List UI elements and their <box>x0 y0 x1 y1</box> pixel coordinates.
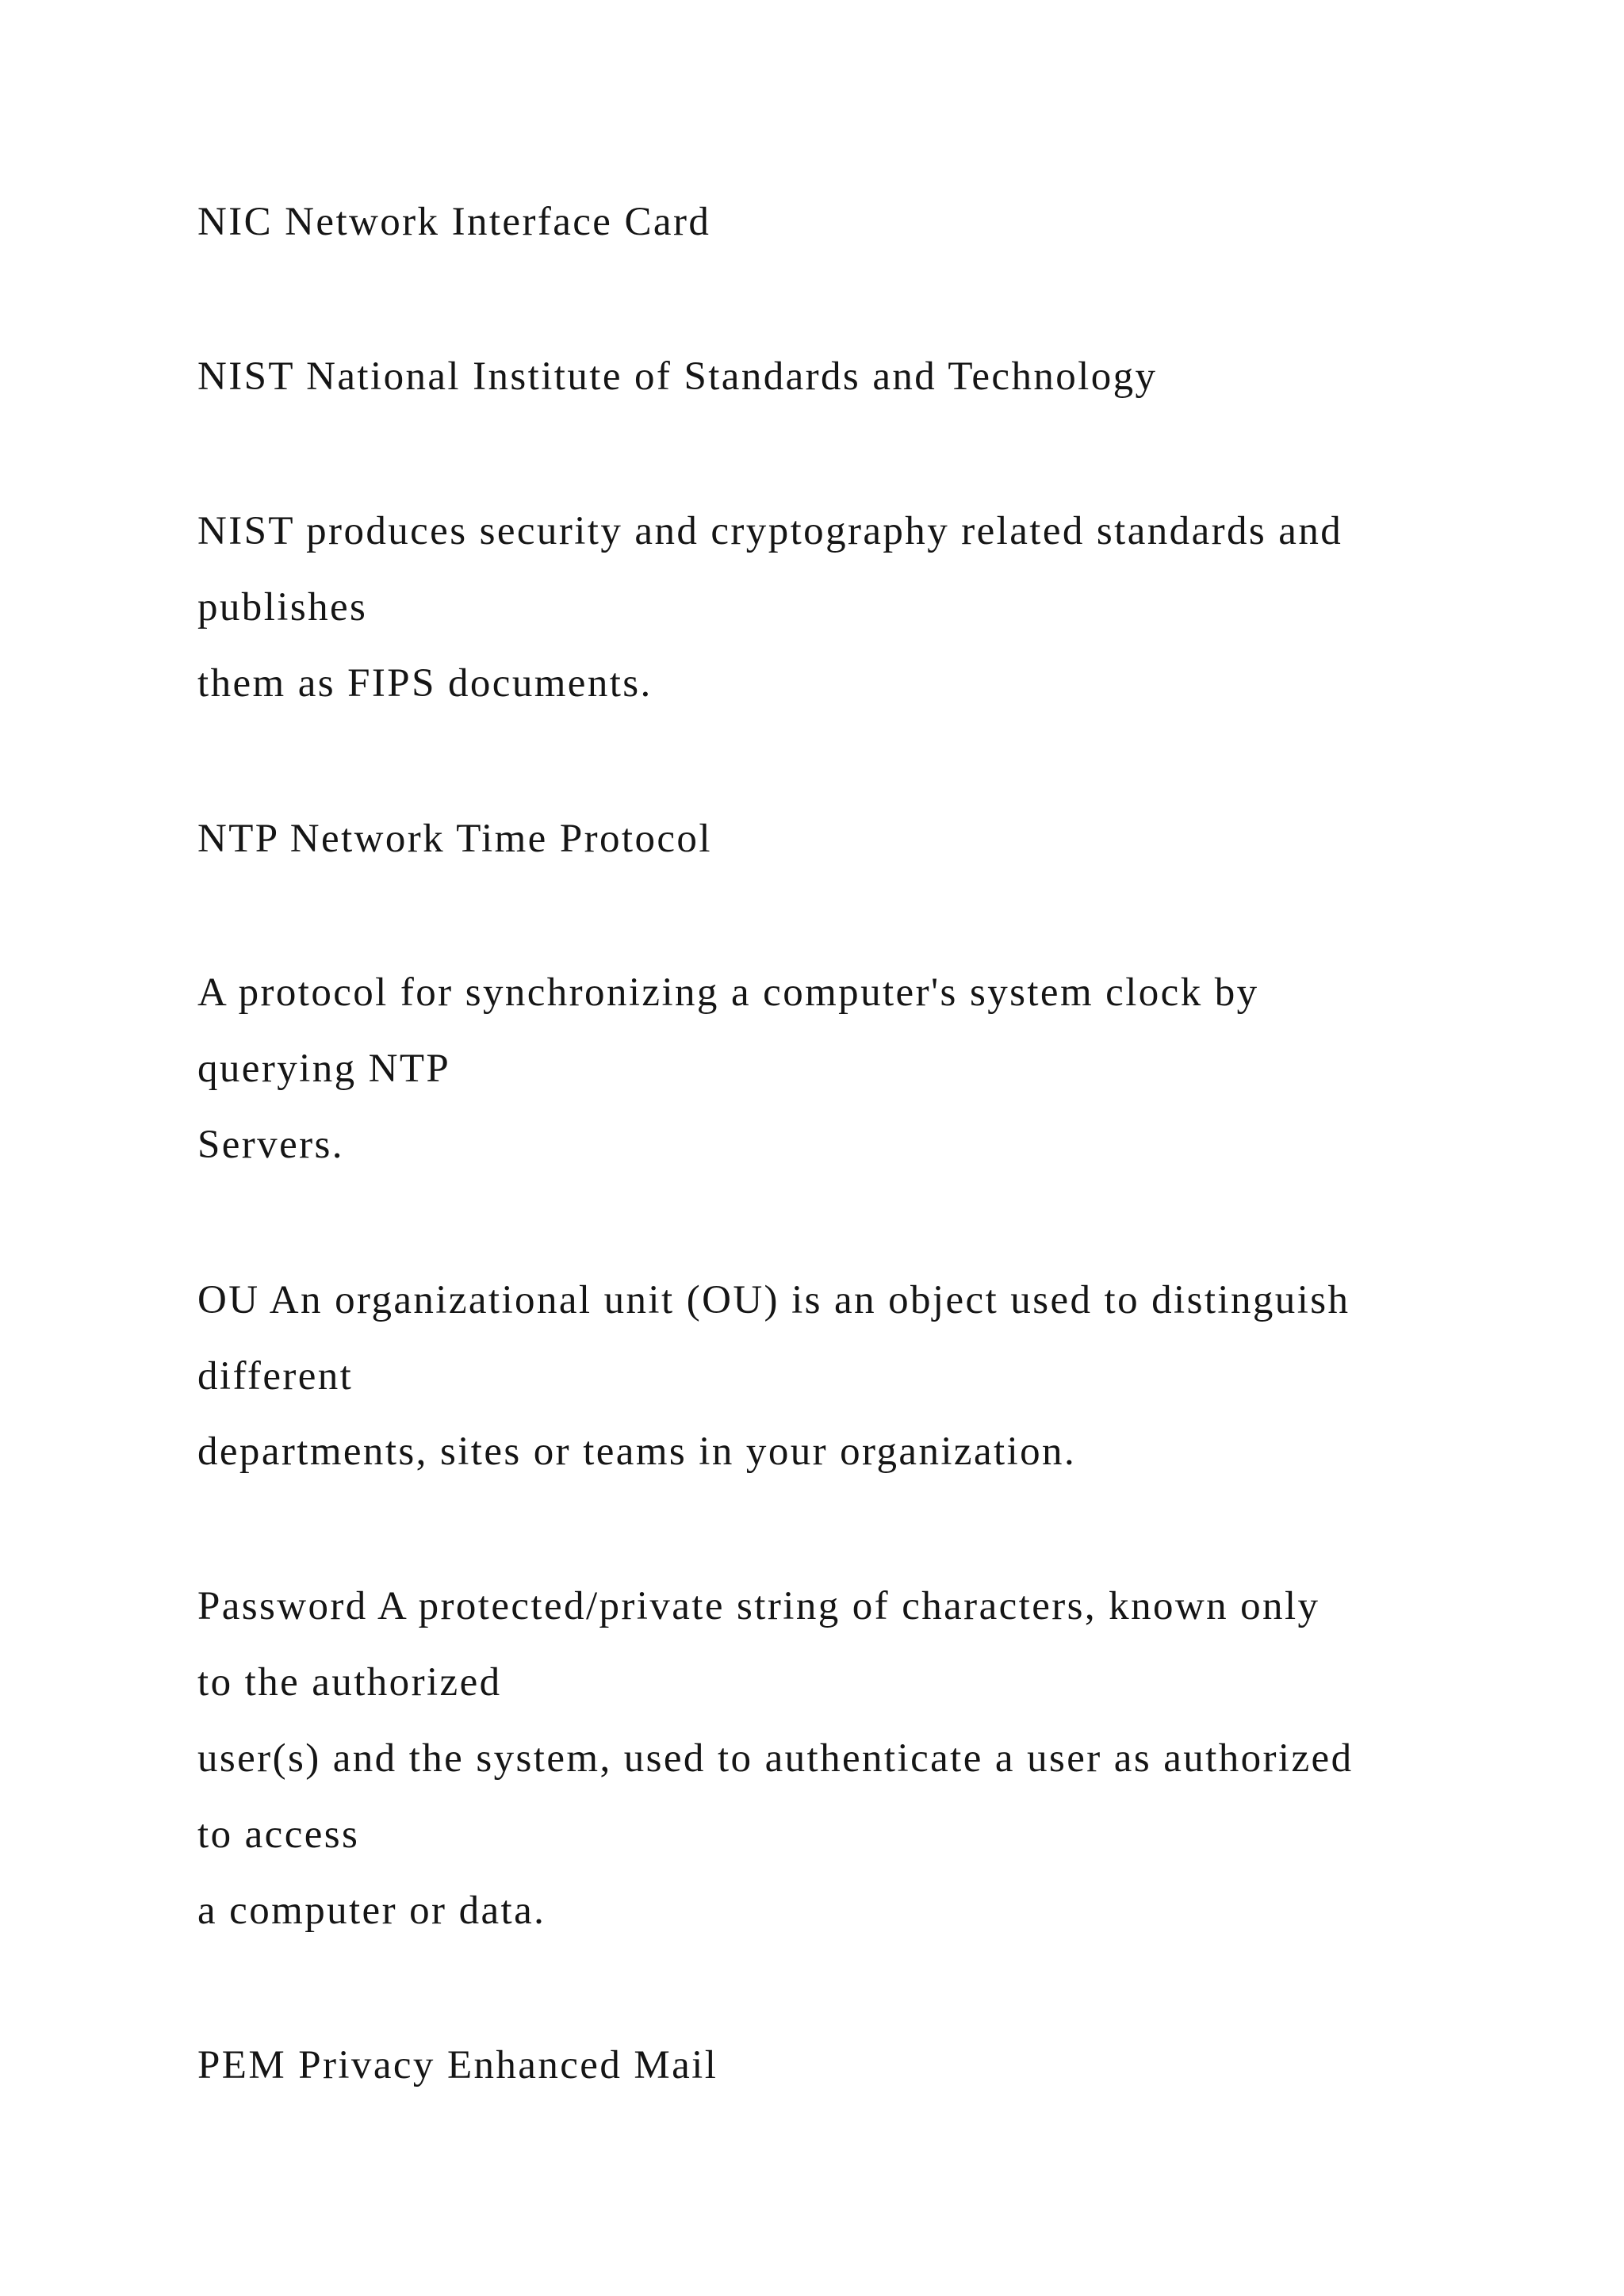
entry-password-line-3: user(s) and the system, used to authenticate a user as authorized <box>197 1736 1354 1781</box>
entry-nic-term: NIC Network Interface Card <box>197 200 711 244</box>
entry-ntp-description-line-1: A protocol for synchronizing a computer's system clock by <box>197 970 1259 1015</box>
entry-password-line-2: to the authorized <box>197 1660 502 1705</box>
entry-pem-term: PEM Privacy Enhanced Mail <box>197 2043 718 2087</box>
entry-ou-line-1: OU An organizational unit (OU) is an object used to distinguish <box>197 1278 1350 1322</box>
entry-nist-description-line-3: them as FIPS documents. <box>197 661 653 706</box>
entry-ntp-description-line-3: Servers. <box>197 1123 344 1167</box>
entry-password-line-5: a computer or data. <box>197 1888 546 1933</box>
entry-ntp-description-line-2: querying NTP <box>197 1047 451 1091</box>
entry-ou-line-2: different <box>197 1354 354 1399</box>
entry-ntp-term: NTP Network Time Protocol <box>197 817 712 861</box>
entry-password-line-4: to access <box>197 1812 360 1857</box>
entry-password-line-1: Password A protected/private string of characters, known only <box>197 1584 1320 1628</box>
entry-ou-line-3: departments, sites or teams in your organization. <box>197 1429 1077 1474</box>
entry-nist-description-line-2: publishes <box>197 585 368 629</box>
entry-nist-description-line-1: NIST produces security and cryptography related standards and <box>197 509 1343 553</box>
entry-nist-term: NIST National Institute of Standards and Technology <box>197 354 1158 399</box>
